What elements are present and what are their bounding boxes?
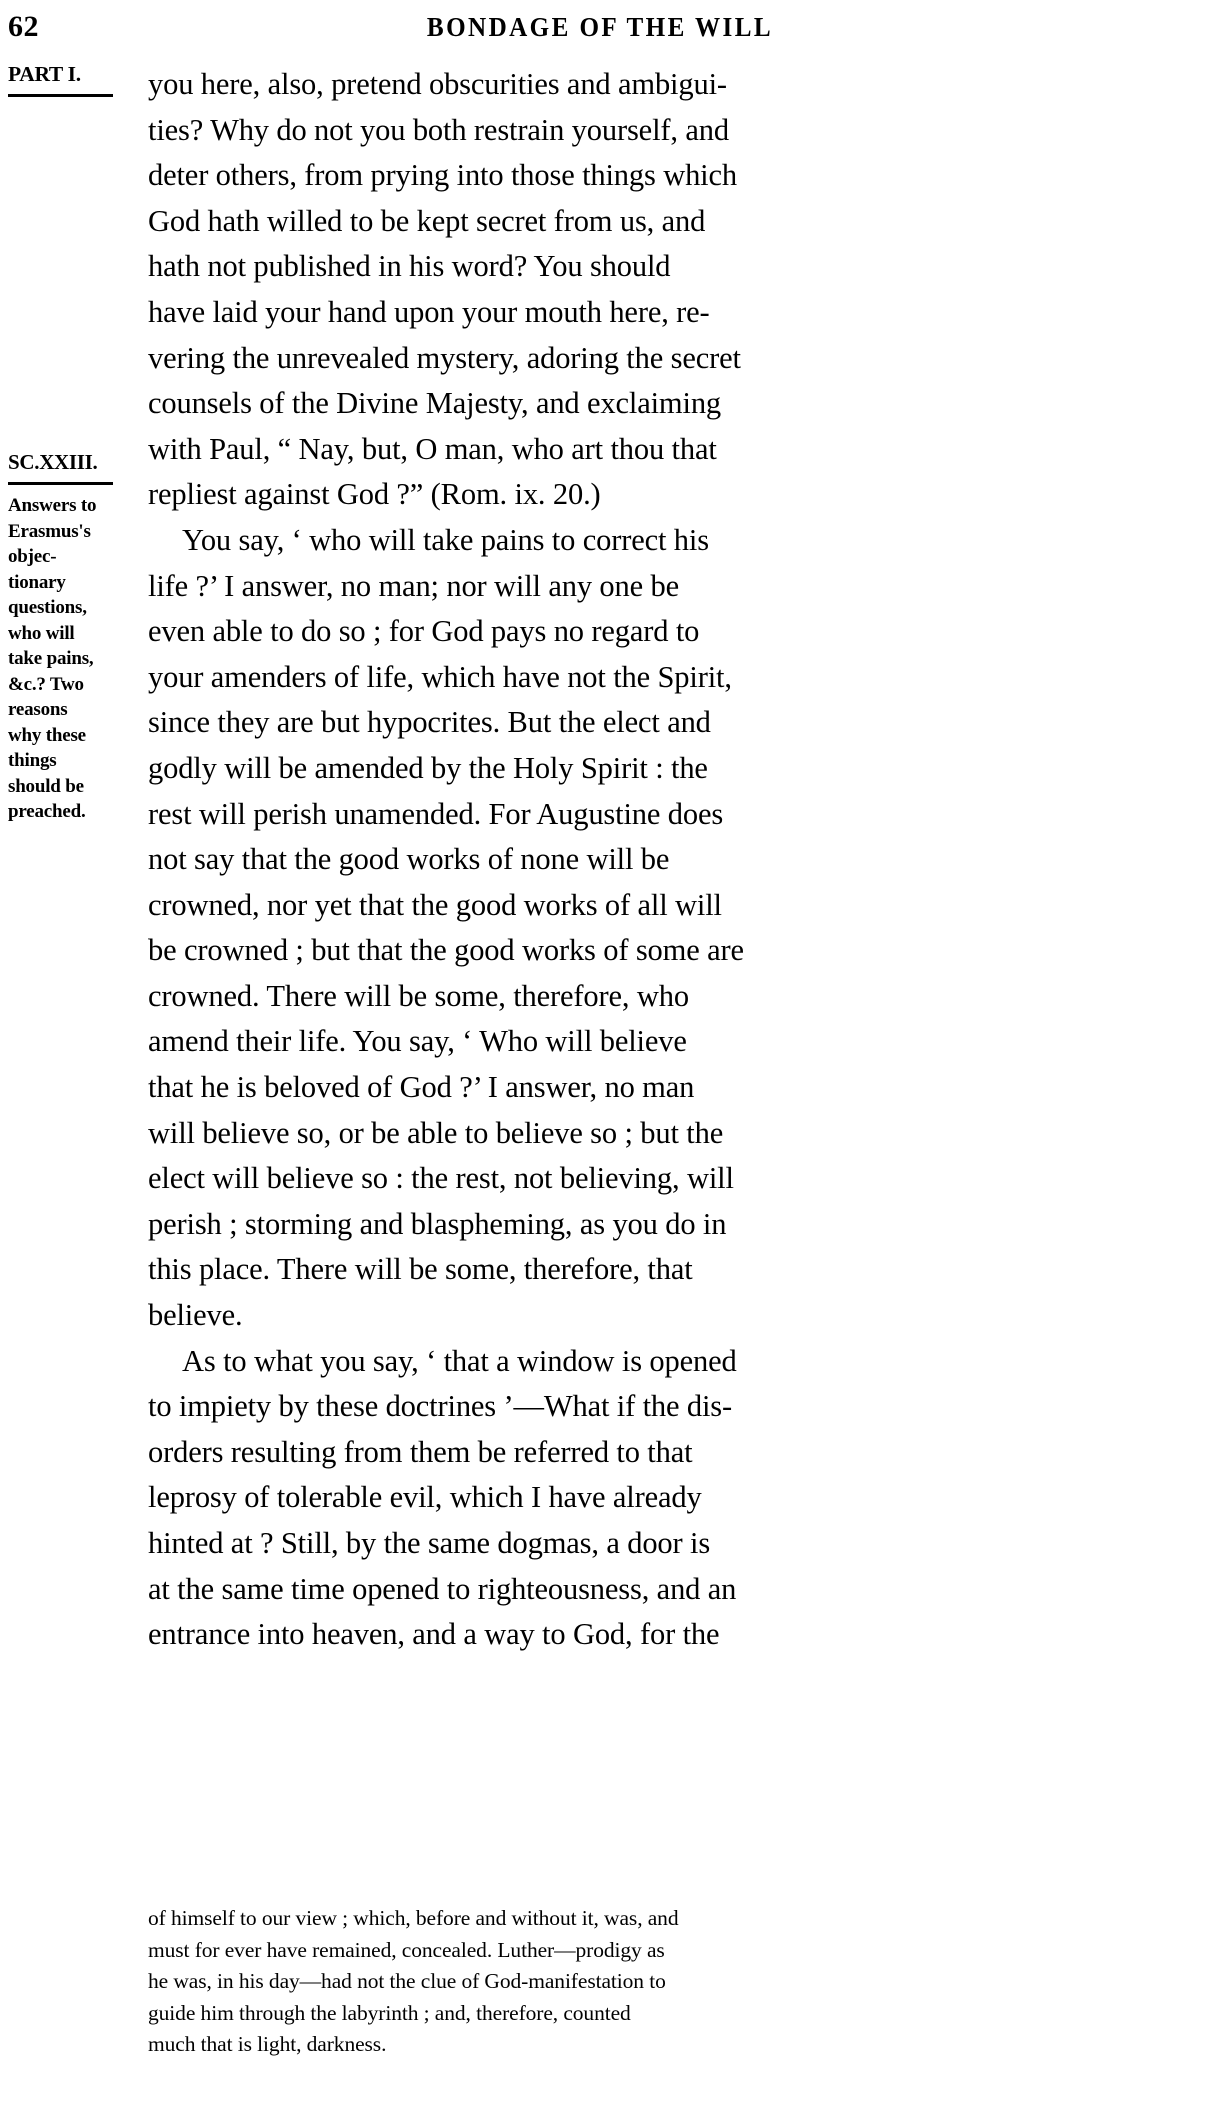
text-line: life ?’ I answer, no man; nor will any one be: [148, 568, 679, 603]
marginal-note-line: questions,: [8, 597, 87, 618]
text-line-indented: [148, 518, 923, 564]
footnote-line: he was, in his day—had not the clue of God-manifestation to: [148, 1969, 666, 1993]
marginal-note-part-one: [8, 62, 140, 97]
text-line: You say, ‘ who will take pains to correct his: [182, 522, 709, 557]
marginal-note-line: preached.: [8, 801, 86, 822]
text-line: at the same time opened to righteousness, and an: [148, 1571, 737, 1606]
footnote-line: guide him through the labyrinth ; and, therefore, counted: [148, 2000, 631, 2025]
text-line: godly will be amended by the Holy Spirit : the: [148, 750, 708, 785]
text-line: crowned. There will be some, therefore, who: [148, 978, 689, 1013]
running-head: [0, 8, 1229, 54]
text-line: hath not published in his word? You should: [148, 249, 671, 284]
text-line: not say that the good works of none will be: [148, 842, 670, 877]
text-line: hinted at ? Still, by the same dogmas, a door is: [148, 1526, 711, 1560]
marginal-note-line: who will: [8, 622, 75, 644]
text-line: orders resulting from them be referred to that: [148, 1434, 693, 1469]
marginal-note-rule: [8, 94, 113, 97]
marginal-note-heading: SC.XXIII.: [8, 450, 98, 474]
text-line: vering the unrevealed mystery, adoring the secret: [148, 340, 741, 375]
text-line: that he is beloved of God ?’ I answer, no man: [148, 1070, 695, 1105]
marginal-note-line: should be: [8, 775, 84, 797]
marginal-note-line: Answers to: [8, 495, 97, 516]
text-line: your amenders of life, which have not the Spirit,: [148, 659, 732, 694]
footnote-line: of himself to our view ; which, before and without it, was, and: [148, 1906, 679, 1930]
marginal-note-section-23: [8, 450, 140, 825]
text-line: rest will perish unamended. For Augustine does: [148, 796, 724, 831]
text-line: amend their life. You say, ‘ Who will believe: [148, 1024, 687, 1059]
text-line: even able to do so ; for God pays no regard to: [148, 614, 700, 649]
text-line: entrance into heaven, and a way to God, for the: [148, 1617, 720, 1652]
text-line: God hath willed to be kept secret from us, and: [148, 203, 706, 238]
text-line: repliest against God ?” (Rom. ix. 20.): [148, 477, 601, 512]
marginal-note-line: why these: [8, 724, 86, 746]
body-paragraph-2: [148, 518, 923, 1339]
text-line: be crowned ; but that the good works of some are: [148, 933, 744, 968]
text-line: this place. There will be some, therefore, that: [148, 1252, 693, 1287]
text-line: crowned, nor yet that the good works of all will: [148, 887, 722, 922]
text-line: with Paul, “ Nay, but, O man, who art thou that: [148, 431, 717, 466]
marginal-note-line: tionary: [8, 571, 66, 593]
marginal-note-line: &c.? Two: [8, 673, 84, 695]
text-line: ties? Why do not you both restrain yourself, and: [148, 112, 729, 147]
running-head-title: BONDAGE OF THE WILL: [426, 12, 774, 42]
text-line: will believe so, or be able to believe so ; but the: [148, 1115, 724, 1150]
main-text-column: [148, 62, 923, 1658]
marginal-note-rule: [8, 482, 113, 485]
text-line: counsels of the Divine Majesty, and exclaiming: [148, 386, 722, 421]
text-line: leprosy of tolerable evil, which I have already: [148, 1480, 702, 1515]
body-paragraph-3: [148, 1339, 923, 1658]
text-line: elect will believe so : the rest, not believing, will: [148, 1161, 734, 1196]
footnote-line: much that is light, darkness.: [148, 2032, 387, 2056]
marginal-note-line: things: [8, 750, 57, 771]
marginal-note-line: take pains,: [8, 648, 94, 669]
marginal-note-heading: PART I.: [8, 62, 81, 86]
body-paragraph-1: [148, 62, 923, 518]
page-number: 62: [8, 10, 39, 43]
text-line: deter others, from prying into those things which: [148, 158, 737, 193]
footnote-line: must for ever have remained, concealed. Luther—prodigy as: [148, 1937, 665, 1962]
text-line: perish ; storming and blaspheming, as you do in: [148, 1206, 727, 1241]
text-line: since they are but hypocrites. But the elect and: [148, 705, 711, 740]
text-line: to impiety by these doctrines ’—What if the dis-: [148, 1389, 733, 1424]
text-line: you here, also, pretend obscurities and ambigui-: [148, 67, 727, 101]
text-line: As to what you say, ‘ that a window is opened: [182, 1343, 737, 1378]
text-line: believe.: [148, 1298, 243, 1333]
marginal-note-line: objec-: [8, 546, 57, 567]
footnote-block: [148, 1903, 938, 2061]
marginal-note-line: Erasmus's: [8, 520, 91, 542]
marginal-note-line: reasons: [8, 699, 68, 720]
text-line: have laid your hand upon your mouth here, re-: [148, 294, 710, 329]
text-line-indented: [148, 1339, 923, 1385]
marginal-note-text: [8, 493, 140, 825]
